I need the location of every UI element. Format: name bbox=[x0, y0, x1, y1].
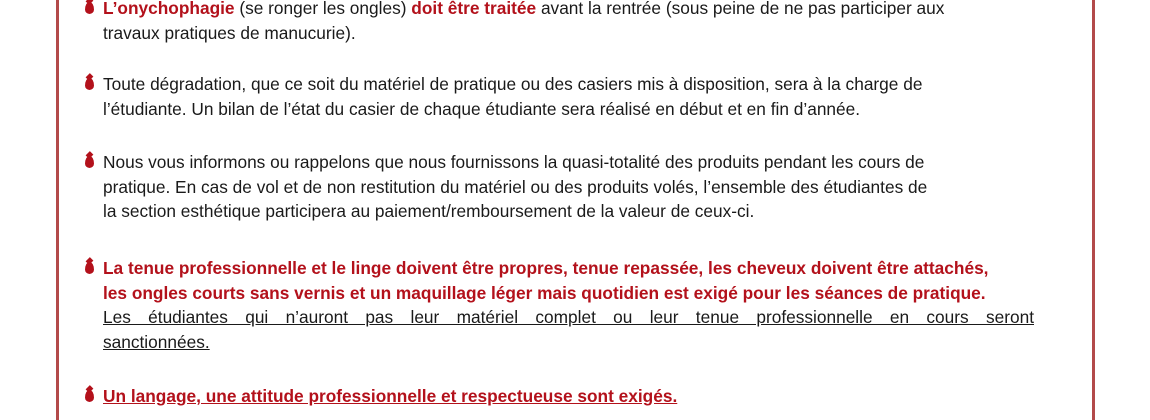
rule-highlight: doit être traitée bbox=[411, 0, 537, 18]
red-drop-icon bbox=[85, 78, 94, 90]
rule-line-underlined: sanctionnées. bbox=[103, 331, 210, 352]
rule-line-highlight: les ongles courts sans vernis et un maquillage léger mais quotidien est exigé pour les séances de pratique. bbox=[103, 282, 986, 303]
rule-text: avant la rentrée (sous peine de ne pas participer aux bbox=[536, 0, 945, 18]
rule-item-onychophagie bbox=[103, 0, 1063, 45]
red-drop-icon bbox=[85, 390, 94, 402]
rule-line-highlight: Un langage, une attitude professionnelle et respectueuse sont exigés. bbox=[103, 386, 678, 406]
rule-item-produits bbox=[103, 150, 1063, 224]
rule-item-degradation bbox=[103, 72, 1063, 121]
rule-line-highlight: La tenue professionnelle et le linge doivent être propres, tenue repassée, les cheveux doivent être attachés, bbox=[103, 258, 989, 278]
rule-text: (se ronger les ongles) bbox=[234, 0, 412, 18]
rule-line: Nous vous informons ou rappelons que nous fournissons la quasi-totalité des produits pendant les cours de bbox=[103, 152, 925, 172]
red-drop-icon bbox=[85, 2, 94, 14]
rule-line: la section esthétique participera au paiement/remboursement de la valeur de ceux-ci. bbox=[103, 201, 755, 221]
rule-highlight: L’onychophagie bbox=[103, 0, 235, 18]
rule-line: l’étudiante. Un bilan de l’état du casier de chaque étudiante sera réalisé en début et en fin d’année. bbox=[103, 98, 861, 119]
rule-line bbox=[103, 0, 1063, 21]
rule-line: pratique. En cas de vol et de non restitution du matériel ou des produits volés, l’ensemble des étudiantes de bbox=[103, 176, 928, 197]
rule-item-langage bbox=[103, 384, 1063, 409]
rule-line-underlined: Les étudiantes qui n’auront pas leur matériel complet ou leur tenue professionnelle en cours seront bbox=[103, 307, 1034, 327]
red-drop-icon bbox=[85, 156, 94, 168]
rule-item-tenue bbox=[103, 256, 1063, 354]
rule-line: Toute dégradation, que ce soit du matériel de pratique ou des casiers mis à disposition, sera à la charge de bbox=[103, 74, 923, 94]
red-drop-icon bbox=[85, 262, 94, 274]
rule-line: travaux pratiques de manucurie). bbox=[103, 22, 356, 43]
